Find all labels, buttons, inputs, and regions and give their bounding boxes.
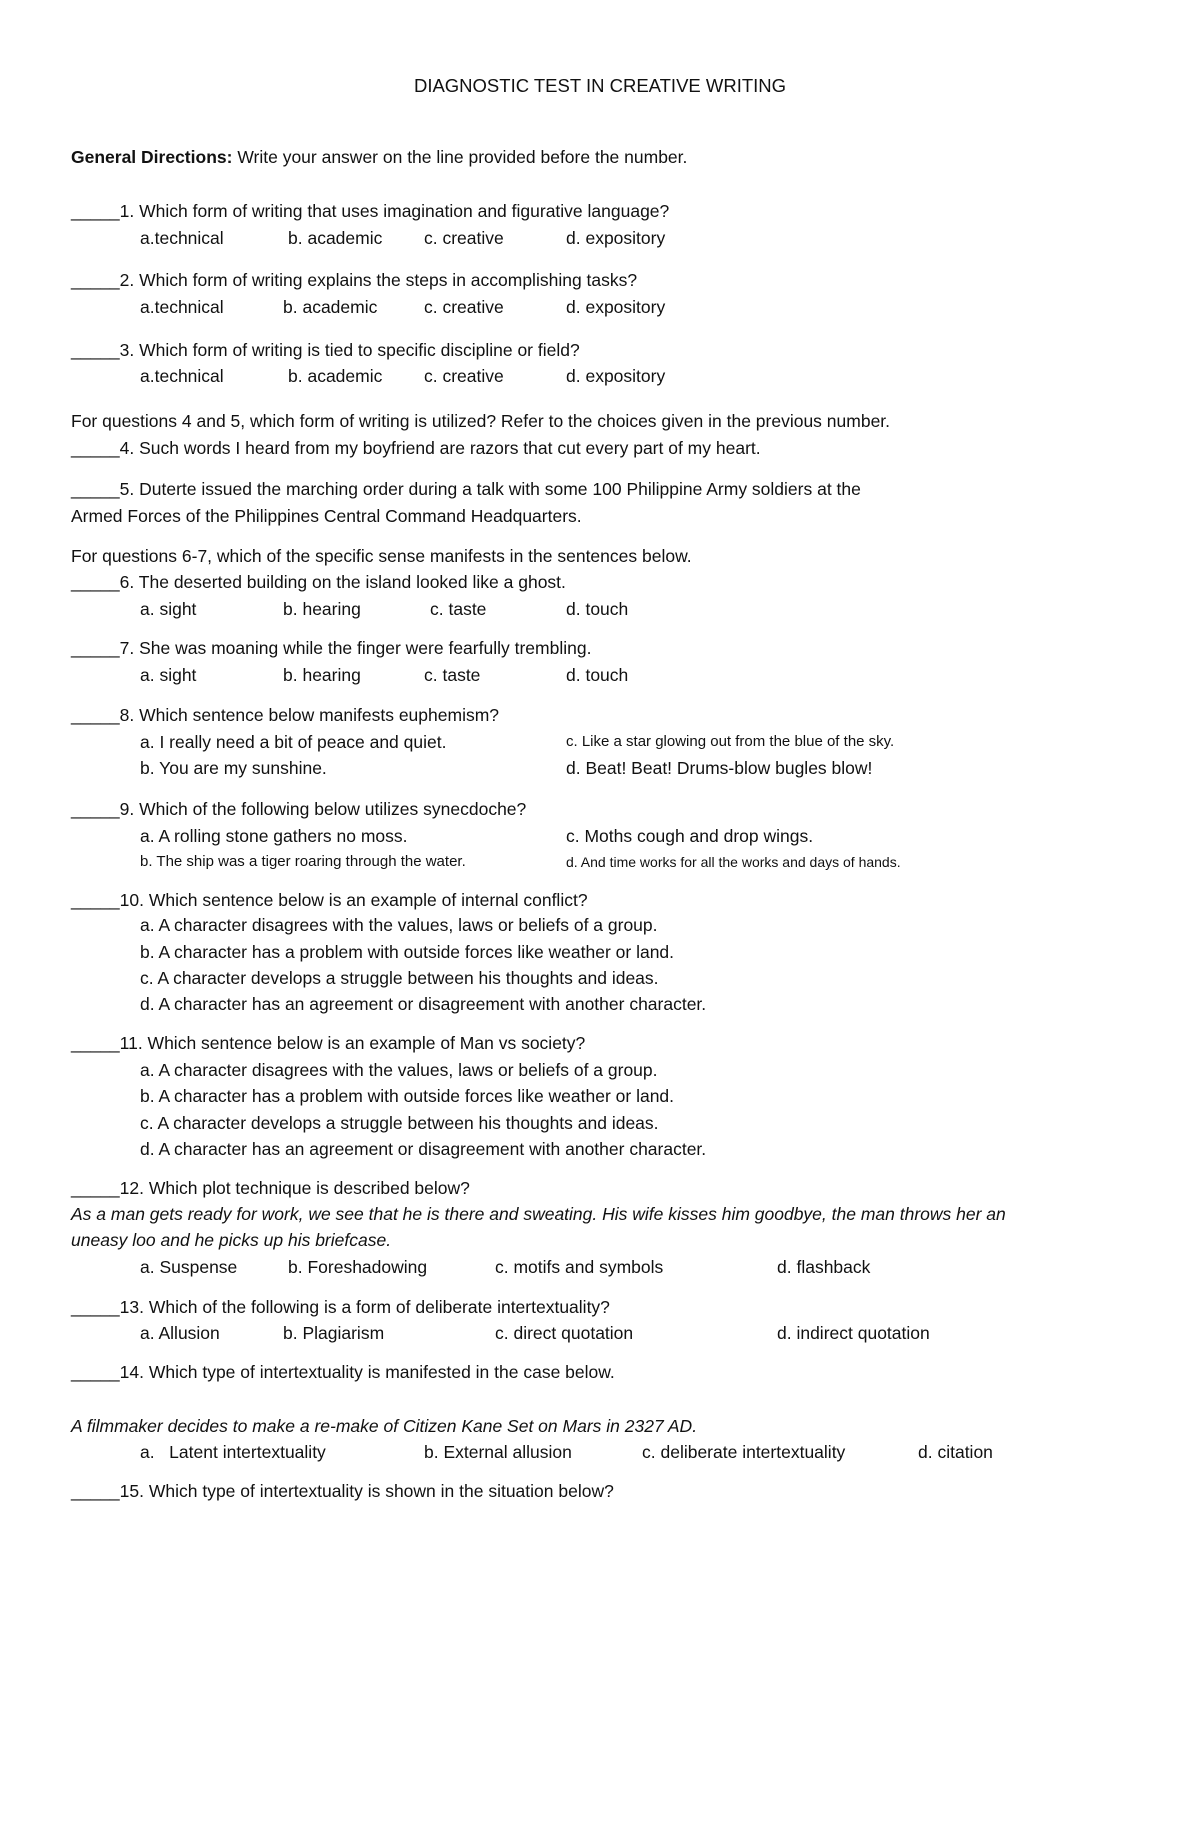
q12-choice-d: d. flashback <box>777 1257 871 1277</box>
q12-choice-c: c. motifs and symbols <box>495 1257 664 1277</box>
question-8: _____8. Which sentence below manifests euphemism? <box>71 705 500 725</box>
directions-label: General Directions: <box>71 147 233 167</box>
q13-choice-c: c. direct quotation <box>495 1323 634 1343</box>
q2-choice-d: d. expository <box>566 297 666 317</box>
q14-choice-b: b. External allusion <box>424 1442 572 1462</box>
question-10: _____10. Which sentence below is an example of internal conflict? <box>71 890 588 910</box>
q10-choice-a: a. A character disagrees with the values, laws or beliefs of a group. <box>140 915 658 935</box>
q10-choice-d: d. A character has an agreement or disagreement with another character. <box>140 994 707 1014</box>
instruction-q6-q7: For questions 6-7, which of the specific sense manifests in the sentences below. <box>71 546 692 566</box>
q1-choice-c: c. creative <box>424 228 504 248</box>
q14-passage: A filmmaker decides to make a re-make of Citizen Kane Set on Mars in 2327 AD. <box>71 1416 698 1436</box>
q6-choice-d: d. touch <box>566 599 629 619</box>
question-9: _____9. Which of the following below utilizes synecdoche? <box>71 799 527 819</box>
question-11: _____11. Which sentence below is an example of Man vs society? <box>71 1033 586 1053</box>
q1-choice-a: a.technical <box>140 228 224 248</box>
q3-choice-c: c. creative <box>424 366 504 386</box>
q6-choice-a: a. sight <box>140 599 197 619</box>
q2-choice-a: a.technical <box>140 297 224 317</box>
q6-choice-c: c. taste <box>430 599 487 619</box>
q10-choice-c: c. A character develops a struggle between his thoughts and ideas. <box>140 968 659 988</box>
q2-choice-c: c. creative <box>424 297 504 317</box>
q12-passage-line-2: uneasy loo and he picks up his briefcase. <box>71 1230 392 1250</box>
q13-choice-b: b. Plagiarism <box>283 1323 385 1343</box>
q11-choice-c: c. A character develops a struggle between his thoughts and ideas. <box>140 1113 659 1133</box>
question-13: _____13. Which of the following is a form of deliberate intertextuality? <box>71 1297 610 1317</box>
q1-choice-b: b. academic <box>288 228 383 248</box>
q14-choice-c: c. deliberate intertextuality <box>642 1442 846 1462</box>
q6-choice-b: b. hearing <box>283 599 361 619</box>
q3-choice-b: b. academic <box>288 366 383 386</box>
q1-choice-d: d. expository <box>566 228 666 248</box>
question-15: _____15. Which type of intertextuality is shown in the situation below? <box>71 1481 614 1501</box>
q8-choice-c: c. Like a star glowing out from the blue of the sky. <box>566 733 895 750</box>
q11-choice-d: d. A character has an agreement or disagreement with another character. <box>140 1139 707 1159</box>
q13-choice-a: a. Allusion <box>140 1323 220 1343</box>
q3-choice-a: a.technical <box>140 366 224 386</box>
question-2: _____2. Which form of writing explains the steps in accomplishing tasks? <box>71 270 638 290</box>
q7-choice-d: d. touch <box>566 665 629 685</box>
q13-choice-d: d. indirect quotation <box>777 1323 930 1343</box>
directions-text: Write your answer on the line provided before the number. <box>232 147 688 167</box>
q8-choice-d: d. Beat! Beat! Drums-blow bugles blow! <box>566 758 873 778</box>
instruction-q4-q5: For questions 4 and 5, which form of writing is utilized? Refer to the choices given in the previous number. <box>71 411 891 431</box>
page-title: DIAGNOSTIC TEST IN CREATIVE WRITING <box>413 75 787 96</box>
q9-choice-b: b. The ship was a tiger roaring through the water. <box>140 853 466 870</box>
q7-choice-c: c. taste <box>424 665 481 685</box>
q7-choice-b: b. hearing <box>283 665 361 685</box>
q2-choice-b: b. academic <box>283 297 378 317</box>
question-5-line-1: _____5. Duterte issued the marching order during a talk with some 100 Philippine Army soldiers at the <box>71 479 861 499</box>
question-7: _____7. She was moaning while the finger were fearfully trembling. <box>71 638 592 658</box>
q12-choice-b: b. Foreshadowing <box>288 1257 428 1277</box>
q11-choice-a: a. A character disagrees with the values, laws or beliefs of a group. <box>140 1060 658 1080</box>
q9-choice-a: a. A rolling stone gathers no moss. <box>140 826 408 846</box>
question-12: _____12. Which plot technique is described below? <box>71 1178 470 1198</box>
q14-choice-a: a. Latent intertextuality <box>140 1442 326 1462</box>
question-1: _____1. Which form of writing that uses imagination and figurative language? <box>71 201 670 221</box>
q7-choice-a: a. sight <box>140 665 197 685</box>
q10-choice-b: b. A character has a problem with outside forces like weather or land. <box>140 942 675 962</box>
question-5-line-2: Armed Forces of the Philippines Central Command Headquarters. <box>71 506 582 526</box>
question-3: _____3. Which form of writing is tied to specific discipline or field? <box>71 340 580 360</box>
q9-choice-d: d. And time works for all the works and days of hands. <box>566 854 901 870</box>
q8-choice-b: b. You are my sunshine. <box>140 758 327 778</box>
question-6: _____6. The deserted building on the island looked like a ghost. <box>71 572 566 592</box>
q9-choice-c: c. Moths cough and drop wings. <box>566 826 814 846</box>
q12-passage-line-1: As a man gets ready for work, we see that he is there and sweating. His wife kisses him goodbye, the man throws her an <box>71 1204 1006 1224</box>
q12-choice-a: a. Suspense <box>140 1257 238 1277</box>
q11-choice-b: b. A character has a problem with outside forces like weather or land. <box>140 1086 675 1106</box>
q3-choice-d: d. expository <box>566 366 666 386</box>
general-directions <box>71 146 687 168</box>
question-14: _____14. Which type of intertextuality is manifested in the case below. <box>71 1362 615 1382</box>
q14-choice-d: d. citation <box>918 1442 993 1462</box>
q8-choice-a: a. I really need a bit of peace and quiet. <box>140 732 447 752</box>
question-4: _____4. Such words I heard from my boyfriend are razors that cut every part of my heart. <box>71 438 761 458</box>
